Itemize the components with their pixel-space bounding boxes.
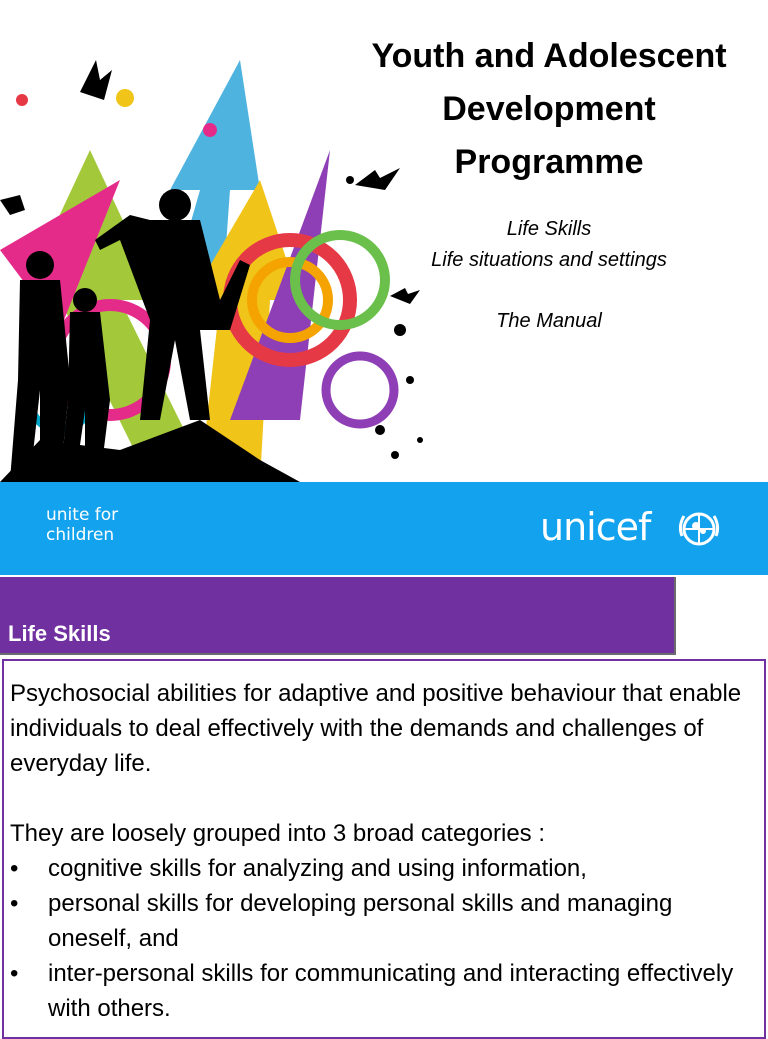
bullet-icon: • [10, 855, 19, 882]
subtitle-line: The Manual [496, 310, 602, 332]
unicef-emblem-icon [676, 506, 722, 552]
tagline-line: children [46, 525, 115, 545]
section-title: Life Skills [8, 621, 111, 646]
section-content [10, 676, 762, 1026]
cover-title [340, 30, 758, 189]
intro-paragraph: Psychosocial abilities for adaptive and positive behaviour that enable individuals to deal effectively with the demands and challenges of everyday life. [10, 680, 742, 777]
tagline-line: unite for [46, 505, 119, 525]
title-line: Programme [454, 143, 644, 181]
list-item-text: personal skills for developing personal skills and managing oneself, and [48, 890, 673, 952]
list-item [10, 956, 762, 1026]
list-item [10, 851, 762, 886]
grouping-text: They are loosely grouped into 3 broad categories : [10, 820, 545, 847]
unicef-wordmark: unicef [540, 505, 651, 549]
list-item-text: inter-personal skills for communicating and interacting effectively with others. [48, 960, 734, 1022]
bullet-icon: • [10, 890, 19, 917]
categories-list [10, 851, 762, 1026]
subtitle-line: Life situations and settings [431, 249, 667, 271]
title-line: Development [442, 90, 656, 128]
list-item [10, 886, 762, 956]
bullet-icon: • [10, 960, 19, 987]
title-line: Youth and Adolescent [371, 37, 727, 75]
list-item-text: cognitive skills for analyzing and using information, [48, 855, 587, 882]
banner-tagline [46, 505, 118, 545]
subtitle-line: Life Skills [506, 218, 592, 240]
